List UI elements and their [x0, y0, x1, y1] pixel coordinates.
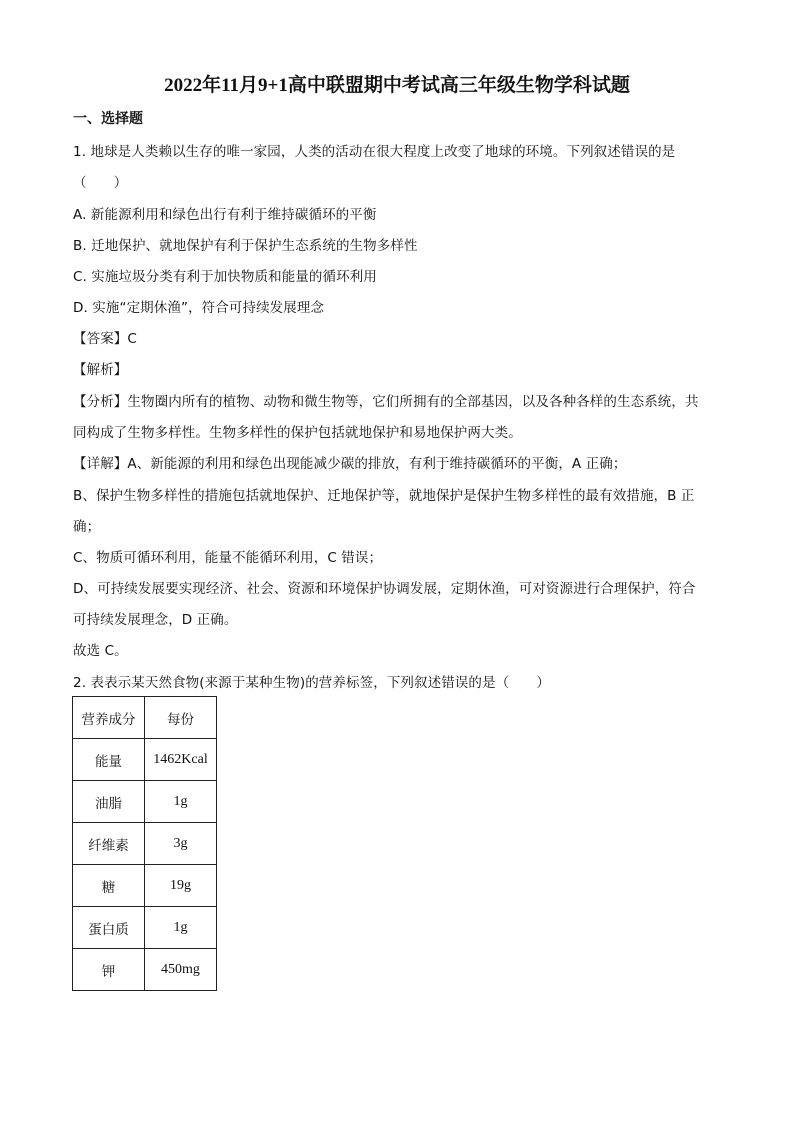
- page-title: 2022年11月9+1高中联盟期中考试高三年级生物学科试题: [164, 75, 630, 96]
- q1-analysis-line: B、保护生物多样性的措施包括就地保护、迁地保护等，就地保护是保护生物多样性的最有效措施，B 正: [73, 488, 695, 504]
- q1-analysis-label: 【解析】: [73, 362, 128, 378]
- table-cell: 1g: [145, 907, 217, 949]
- table-header-cell: 营养成分: [73, 697, 145, 739]
- table-cell: 蛋白质: [73, 907, 145, 949]
- table-cell: 能量: [73, 739, 145, 781]
- table-cell: 1g: [145, 781, 217, 823]
- table-cell: 油脂: [73, 781, 145, 823]
- table-header-cell: 每份: [145, 697, 217, 739]
- table-cell: 3g: [145, 823, 217, 865]
- nutrition-table: [72, 696, 217, 991]
- table-cell: 450mg: [145, 949, 217, 991]
- q1-option-a: A. 新能源利用和绿色出行有利于维持碳循环的平衡: [73, 207, 377, 223]
- table-cell: 钾: [73, 949, 145, 991]
- q1-option-d: D. 实施“定期休渔”，符合可持续发展理念: [73, 300, 325, 316]
- q1-option-c: C. 实施垃圾分类有利于加快物质和能量的循环利用: [73, 269, 377, 285]
- q1-analysis-line: 可持续发展理念，D 正确。: [73, 612, 238, 628]
- q1-analysis-line: 【分析】生物圈内所有的植物、动物和微生物等，它们所拥有的全部基因，以及各种各样的生态系统，共: [73, 394, 699, 410]
- table-row: [73, 781, 217, 823]
- table-row: [73, 739, 217, 781]
- q1-analysis-line: 同构成了生物多样性。生物多样性的保护包括就地保护和易地保护两大类。: [73, 425, 522, 441]
- table-row: [73, 949, 217, 991]
- q1-analysis-line: C、物质可循环利用，能量不能循环利用，C 错误；: [73, 550, 383, 566]
- q1-analysis-line: D、可持续发展要实现经济、社会、资源和环境保护协调发展，定期休渔，可对资源进行合理保护，符合: [73, 581, 696, 597]
- section-heading: 一、选择题: [73, 111, 143, 127]
- q1-analysis-line: 【详解】A、新能源的利用和绿色出现能减少碳的排放，有利于维持碳循环的平衡，A 正确；: [73, 456, 627, 472]
- q1-option-b: B. 迁地保护、就地保护有利于保护生态系统的生物多样性: [73, 238, 418, 254]
- q1-paren: （ ）: [73, 175, 128, 191]
- q1-stem: 1. 地球是人类赖以生存的唯一家园，人类的活动在很大程度上改变了地球的环境。下列叙述错误的是: [73, 144, 676, 160]
- q2-stem: 2. 表表示某天然食物(来源于某种生物)的营养标签，下列叙述错误的是（ ）: [73, 675, 551, 691]
- q1-answer: 【答案】C: [73, 331, 137, 347]
- table-cell: 纤维素: [73, 823, 145, 865]
- table-cell: 19g: [145, 865, 217, 907]
- table-cell: 糖: [73, 865, 145, 907]
- q1-analysis-line: 故选 C。: [73, 643, 128, 659]
- table-cell: 1462Kcal: [145, 739, 217, 781]
- table-header-row: [73, 697, 217, 739]
- table-row: [73, 865, 217, 907]
- table-row: [73, 823, 217, 865]
- q1-analysis-line: 确；: [73, 519, 101, 535]
- table-row: [73, 907, 217, 949]
